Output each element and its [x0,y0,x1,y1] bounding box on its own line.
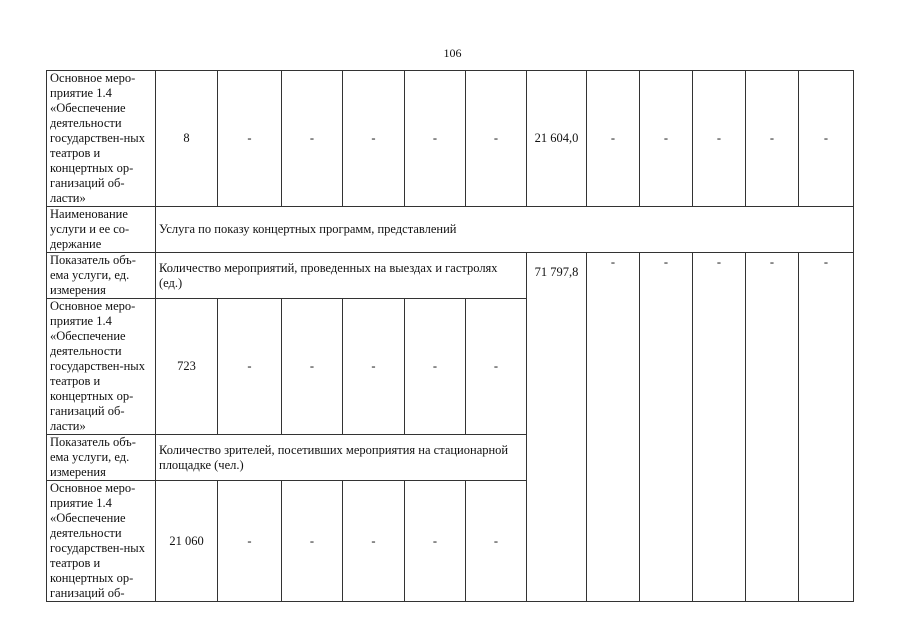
cell: - [746,253,799,602]
cell: - [587,253,640,602]
cell: - [693,71,746,207]
cell-amount: 21 604,0 [527,71,587,207]
cell: - [343,71,405,207]
cell: - [218,481,282,602]
cell: - [799,71,854,207]
cell: - [218,71,282,207]
indicator-text: Количество мероприятий, проведенных на выездах и гастролях (ед.) [156,253,527,299]
cell: - [466,299,527,435]
cell: - [218,299,282,435]
cell: - [640,253,693,602]
cell: - [466,71,527,207]
cell: 8 [156,71,218,207]
row-label: Показатель объ-ема услуги, ед. измерения [47,253,156,299]
cell-amount: 71 797,8 [527,253,587,602]
cell: - [746,71,799,207]
indicator-text: Количество зрителей, посетивших мероприятия на стационарной площадке (чел.) [156,435,527,481]
cell: - [587,71,640,207]
row-label: Основное меро-приятие 1.4 «Обеспечение деятельности государствен-ных театров и концертных ор-ганизаций об-ласти» [47,299,156,435]
table-row [47,207,854,253]
budget-table [46,70,854,602]
table-row [47,253,854,299]
cell: - [405,481,466,602]
cell: - [466,481,527,602]
cell: - [282,481,343,602]
row-label: Основное меро-приятие 1.4 «Обеспечение деятельности государствен-ных театров и концертных ор-ганизаций об- [47,481,156,602]
cell: - [693,253,746,602]
cell: - [405,71,466,207]
table-row [47,71,854,207]
cell: - [343,481,405,602]
service-name: Услуга по показу концертных программ, представлений [156,207,854,253]
cell: - [282,299,343,435]
cell: - [405,299,466,435]
cell: 723 [156,299,218,435]
page-number: 106 [443,46,462,60]
cell: - [640,71,693,207]
cell: - [343,299,405,435]
row-label: Показатель объ-ема услуги, ед. измерения [47,435,156,481]
row-label: Основное меро-приятие 1.4 «Обеспечение деятельности государствен-ных театров и концертных ор-ганизаций об-ласти» [47,71,156,207]
cell: - [799,253,854,602]
cell: - [282,71,343,207]
cell: 21 060 [156,481,218,602]
row-label: Наименование услуги и ее со-держание [47,207,156,253]
